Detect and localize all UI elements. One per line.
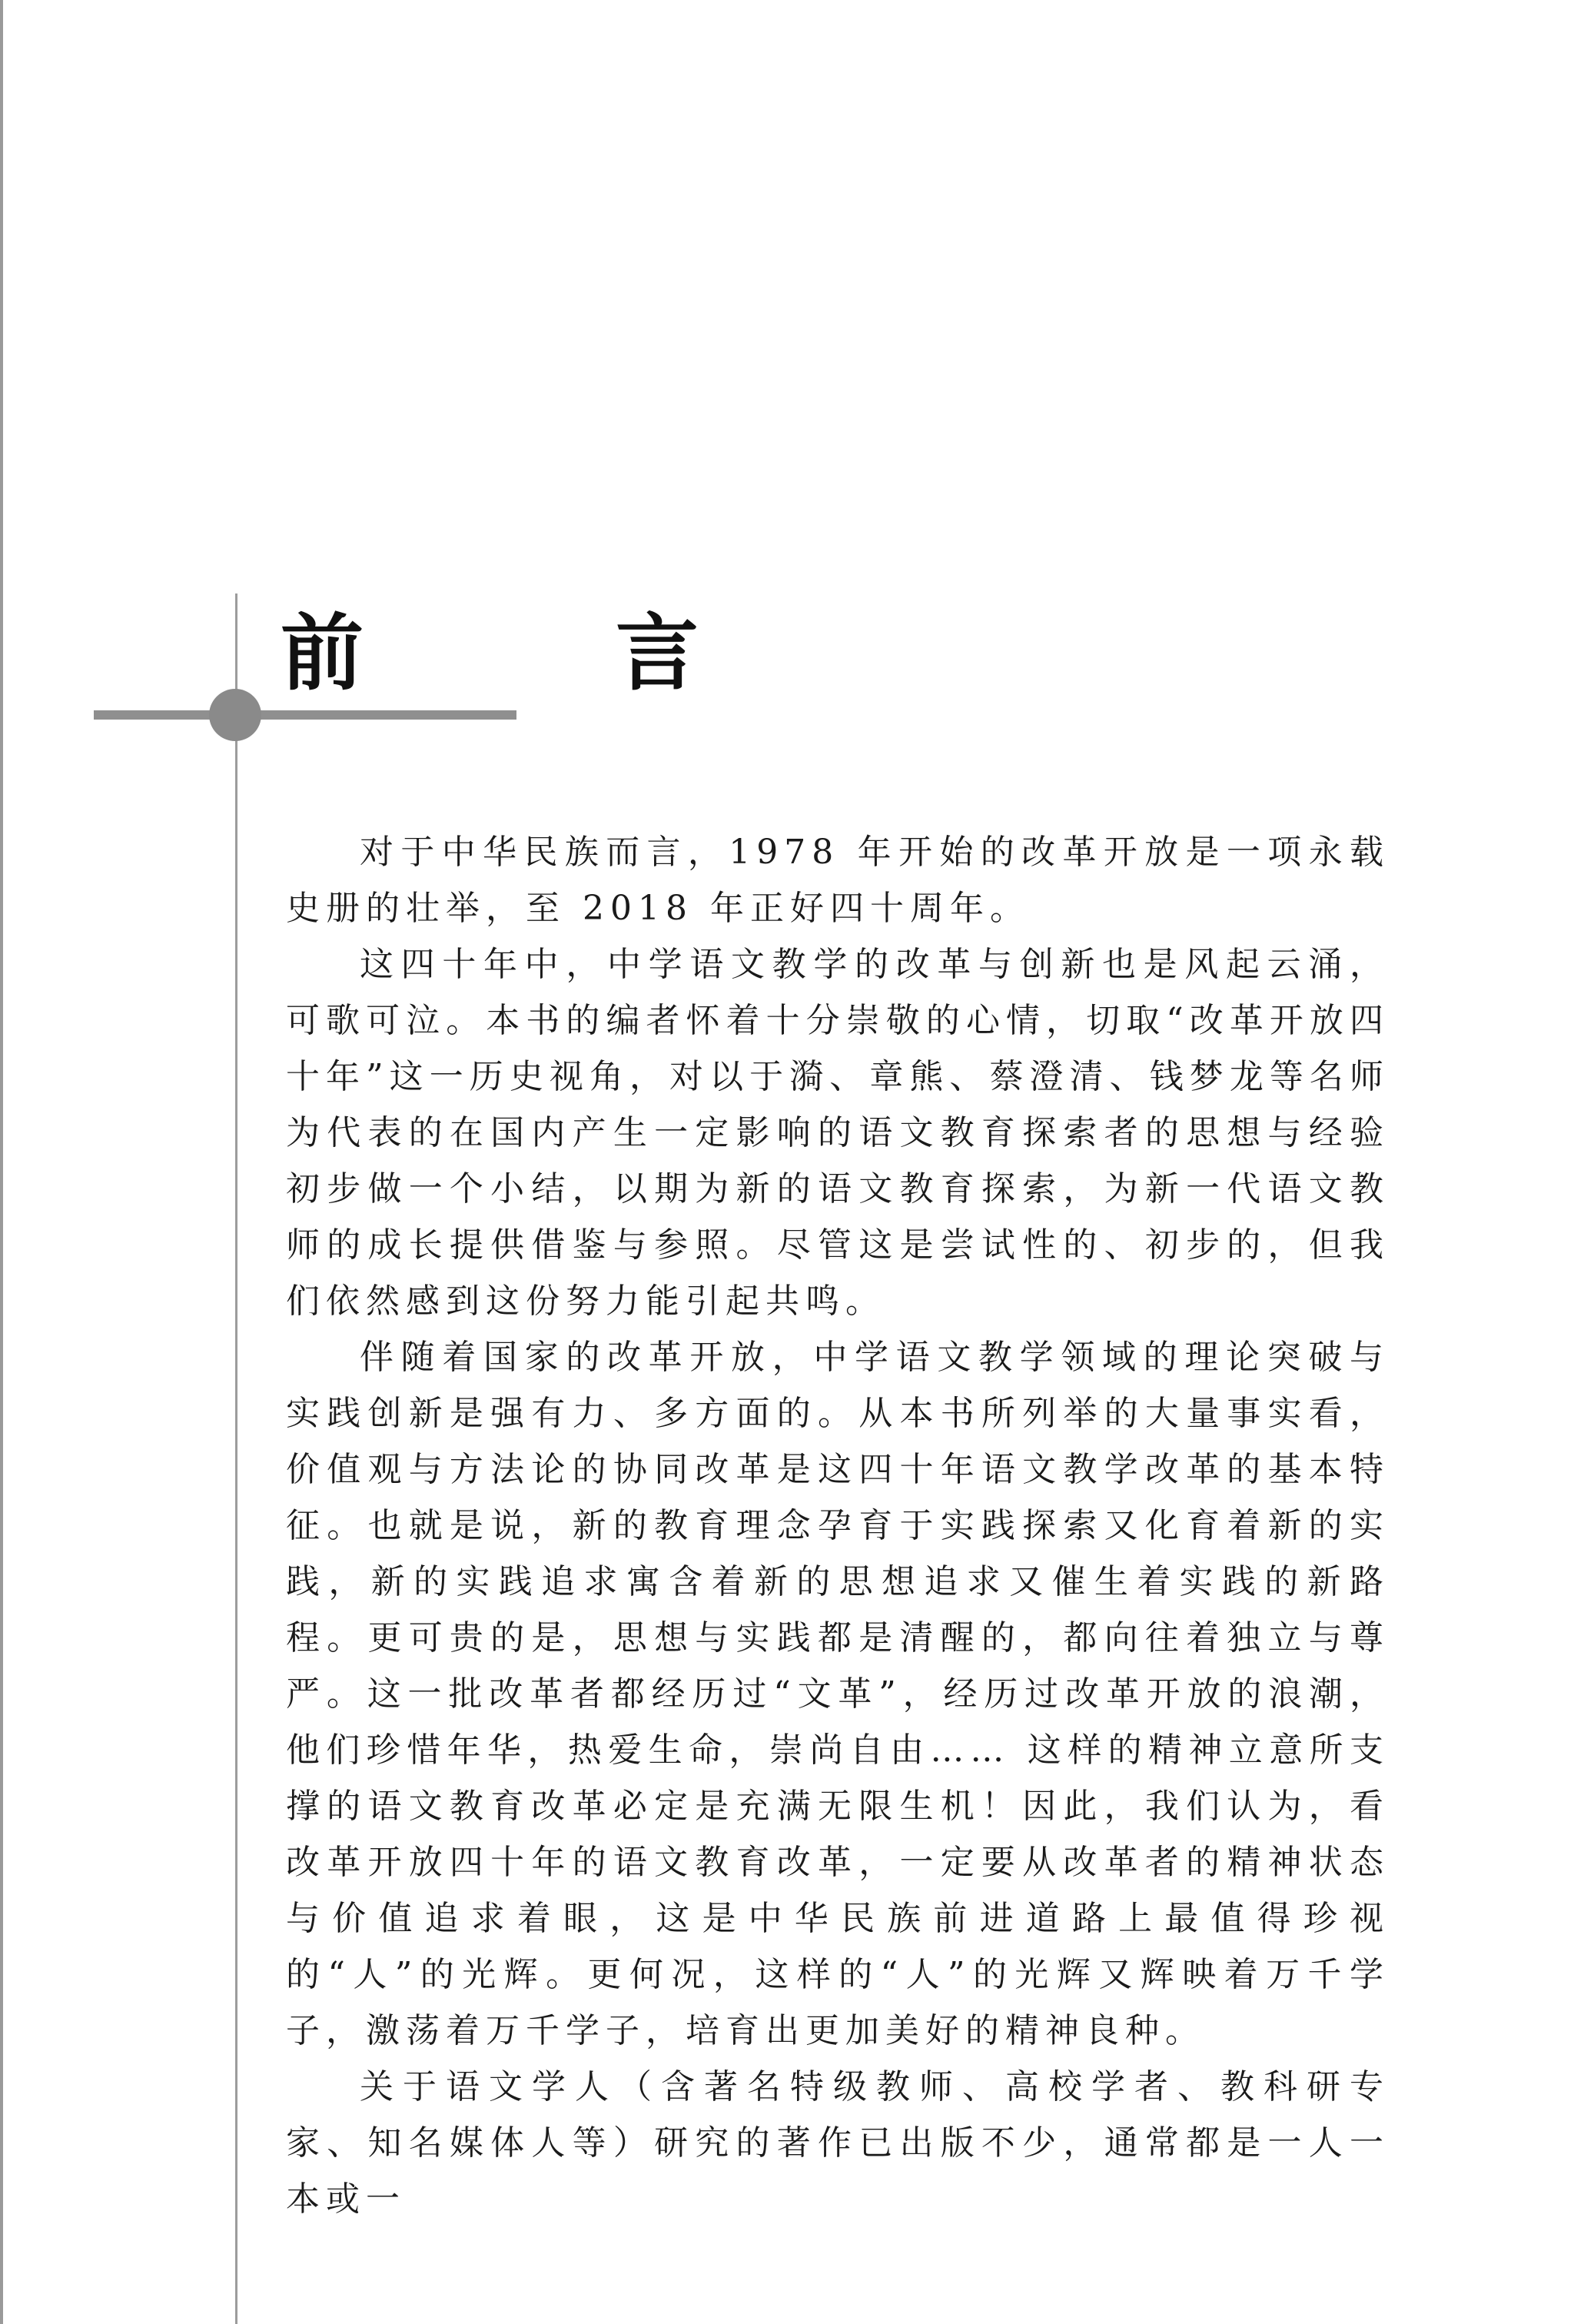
page-title: 前 言: [281, 605, 784, 702]
body-text: [286, 824, 1390, 2227]
header-vertical-rule: [235, 593, 237, 2324]
paragraph-1: 对于中华民族而言，1978 年开始的改革开放是一项永载史册的壮举，至 2018 年正好四十周年。: [286, 833, 1390, 928]
header-horizontal-rule: [94, 710, 516, 720]
paragraph-2: 这四十年中，中学语文教学的改革与创新也是风起云涌，可歌可泣。本书的编者怀着十分崇敬的心情，切取“改革开放四十年”这一历史视角，对以于漪、章熊、蔡澄清、钱梦龙等名师为代表的在国内产生一定影响的语文教育探索者的思想与经验初步做一个小结，以期为新的语文教育探索，为新一代语文教师的成长提供借鉴与参照。尽管这是尝试性的、初步的，但我们依然感到这份努力能引起共鸣。: [286, 945, 1390, 1321]
page-edge-line: [0, 0, 3, 2324]
header-circle-ornament: [209, 689, 261, 741]
paragraph-3: 伴随着国家的改革开放，中学语文教学领域的理论突破与实践创新是强有力、多方面的。从本书所列举的大量事实看，价值观与方法论的协同改革是这四十年语文教学改革的基本特征。也就是说，新的教育理念孕育于实践探索又化育着新的实践，新的实践追求寓含着新的思想追求又催生着实践的新路程。更可贵的是，思想与实践都是清醒的，都向往着独立与尊严。这一批改革者都经历过“文革”，经历过改革开放的浪潮，他们珍惜年华，热爱生命，崇尚自由…… 这样的精神立意所支撑的语文教育改革必定是充满无限生机！因此，我们认为，看改革开放四十年的语文教育改革，一定要从改革者的精神状态与价值追求着眼，这是中华民族前进道路上最值得珍视的“人”的光辉。更何况，这样的“人”的光辉又辉映着万千学子，激荡着万千学子，培育出更加美好的精神良种。: [286, 1338, 1390, 2050]
paragraph-4: 关于语文学人（含著名特级教师、高校学者、教科研专家、知名媒体人等）研究的著作已出版不少，通常都是一人一本或一: [286, 2067, 1390, 2219]
